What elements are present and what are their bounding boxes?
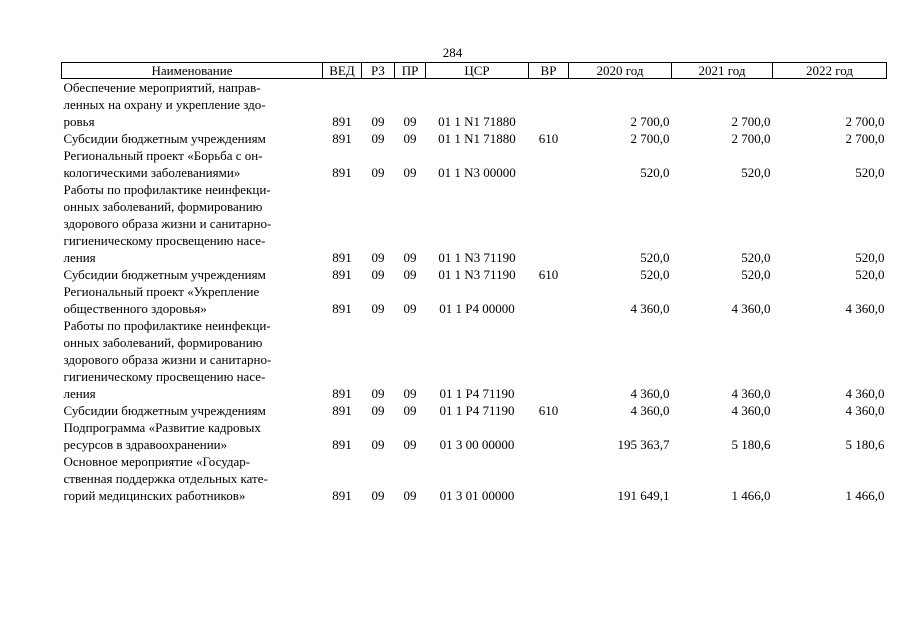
name-line: гигиеническому просвещению насе-: [63, 369, 266, 384]
cell-rz: 09: [371, 386, 385, 401]
name-line: ресурсов в здравоохранении»: [63, 437, 228, 452]
header-name: Наименование: [62, 63, 323, 79]
cell-2021: 520,0: [741, 267, 771, 282]
cell-name: [62, 147, 323, 181]
name-line: Работы по профилактике неинфекци-: [63, 318, 271, 333]
cell-vr: [529, 419, 569, 453]
cell-csr: 01 1 P4 71190: [439, 386, 515, 401]
cell-name: [62, 283, 323, 317]
header-2022: 2022 год: [773, 63, 887, 79]
cell-2020: 4 360,0: [630, 386, 670, 401]
cell-2022: 4 360,0: [845, 301, 885, 316]
cell-pr: 09: [403, 165, 417, 180]
cell-2021: 4 360,0: [731, 403, 771, 418]
cell-2022: 520,0: [855, 165, 885, 180]
cell-rz: 09: [371, 250, 385, 265]
cell-name: [62, 266, 323, 283]
cell-2022: 2 700,0: [845, 131, 885, 146]
cell-vr: [529, 147, 569, 181]
cell-2021: 4 360,0: [731, 386, 771, 401]
cell-csr: 01 1 N1 71880: [438, 114, 516, 129]
cell-rz: 09: [371, 301, 385, 316]
cell-csr: 01 3 00 00000: [439, 437, 515, 452]
cell-2022: 1 466,0: [845, 488, 885, 503]
cell-name: [62, 419, 323, 453]
table-header-row: [62, 63, 887, 79]
cell-csr: 01 1 N3 71190: [438, 267, 516, 282]
table-row: [62, 79, 887, 131]
header-csr: ЦСР: [426, 63, 529, 79]
cell-2022: 5 180,6: [845, 437, 885, 452]
cell-name: [62, 317, 323, 402]
cell-ved: 891: [332, 131, 352, 146]
name-line: здорового образа жизни и санитарно-: [63, 216, 272, 231]
table-row: [62, 130, 887, 147]
name-line: гигиеническому просвещению насе-: [63, 233, 266, 248]
budget-table: [61, 62, 887, 504]
name-line: ственная поддержка отдельных кате-: [63, 471, 268, 486]
header-vr: ВР: [529, 63, 569, 79]
name-line: Подпрограмма «Развитие кадровых: [63, 420, 261, 435]
cell-2021: 4 360,0: [731, 301, 771, 316]
page-number: 284: [442, 45, 463, 60]
table-row: [62, 317, 887, 402]
cell-2020: 195 363,7: [617, 437, 670, 452]
name-line: ления: [63, 250, 96, 265]
table-row: [62, 147, 887, 181]
cell-csr: 01 1 N3 71190: [438, 250, 516, 265]
cell-vr: [529, 317, 569, 402]
table-row: [62, 419, 887, 453]
cell-2022: 4 360,0: [845, 386, 885, 401]
cell-pr: 09: [403, 267, 417, 282]
cell-ved: 891: [332, 114, 352, 129]
cell-rz: 09: [371, 114, 385, 129]
table-row: [62, 402, 887, 419]
cell-vr: [529, 453, 569, 504]
cell-rz: 09: [371, 403, 385, 418]
cell-vr: [529, 79, 569, 131]
cell-ved: 891: [332, 267, 352, 282]
name-line: онных заболеваний, формированию: [63, 199, 263, 214]
cell-2022: 520,0: [855, 267, 885, 282]
cell-pr: 09: [403, 301, 417, 316]
cell-vr: 610: [538, 267, 559, 282]
cell-rz: 09: [371, 131, 385, 146]
header-ved: ВЕД: [323, 63, 362, 79]
cell-csr: 01 1 P4 00000: [439, 301, 515, 316]
cell-vr: 610: [538, 131, 559, 146]
cell-vr: [529, 181, 569, 266]
cell-ved: 891: [332, 488, 352, 503]
cell-pr: 09: [403, 386, 417, 401]
cell-ved: 891: [332, 386, 352, 401]
cell-pr: 09: [403, 131, 417, 146]
name-line: Субсидии бюджетным учреждениям: [63, 403, 266, 418]
cell-pr: 09: [403, 114, 417, 129]
cell-2021: 2 700,0: [731, 131, 771, 146]
name-line: горий медицинских работников»: [63, 488, 246, 503]
cell-2021: 520,0: [741, 165, 771, 180]
cell-2022: 2 700,0: [845, 114, 885, 129]
name-line: онных заболеваний, формированию: [63, 335, 263, 350]
cell-ved: 891: [332, 250, 352, 265]
cell-name: [62, 402, 323, 419]
cell-2021: 2 700,0: [731, 114, 771, 129]
name-line: кологическими заболеваниями»: [63, 165, 241, 180]
cell-name: [62, 130, 323, 147]
header-2020: 2020 год: [569, 63, 672, 79]
name-line: Работы по профилактике неинфекци-: [63, 182, 271, 197]
cell-csr: 01 1 N1 71880: [438, 131, 516, 146]
table-row: [62, 283, 887, 317]
cell-2021: 520,0: [741, 250, 771, 265]
name-line: Обеспечение мероприятий, направ-: [63, 80, 261, 95]
cell-vr: 610: [538, 403, 559, 418]
cell-2021: 5 180,6: [731, 437, 771, 452]
name-line: ления: [63, 386, 96, 401]
name-line: Основное мероприятие «Государ-: [63, 454, 251, 469]
cell-pr: 09: [403, 437, 417, 452]
table-row: [62, 266, 887, 283]
table-body: [62, 79, 887, 505]
cell-2020: 2 700,0: [630, 131, 670, 146]
cell-2022: 520,0: [855, 250, 885, 265]
cell-vr: [529, 283, 569, 317]
cell-ved: 891: [332, 165, 352, 180]
name-line: ровья: [63, 114, 95, 129]
name-line: Региональный проект «Укрепление: [63, 284, 260, 299]
table-row: [62, 453, 887, 504]
cell-pr: 09: [403, 250, 417, 265]
header-pr: ПР: [395, 63, 426, 79]
cell-name: [62, 453, 323, 504]
name-line: общественного здоровья»: [63, 301, 207, 316]
cell-2022: 4 360,0: [845, 403, 885, 418]
cell-name: [62, 181, 323, 266]
cell-rz: 09: [371, 488, 385, 503]
table-row: [62, 181, 887, 266]
cell-2020: 520,0: [640, 250, 670, 265]
cell-ved: 891: [332, 403, 352, 418]
cell-rz: 09: [371, 437, 385, 452]
cell-2020: 520,0: [640, 165, 670, 180]
cell-ved: 891: [332, 301, 352, 316]
cell-pr: 09: [403, 488, 417, 503]
cell-2020: 191 649,1: [617, 488, 670, 503]
cell-rz: 09: [371, 267, 385, 282]
name-line: здорового образа жизни и санитарно-: [63, 352, 272, 367]
cell-2020: 4 360,0: [630, 301, 670, 316]
cell-2020: 2 700,0: [630, 114, 670, 129]
cell-csr: 01 1 N3 00000: [438, 165, 516, 180]
cell-pr: 09: [403, 403, 417, 418]
cell-csr: 01 3 01 00000: [439, 488, 515, 503]
header-2021: 2021 год: [672, 63, 773, 79]
cell-ved: 891: [332, 437, 352, 452]
cell-csr: 01 1 P4 71190: [439, 403, 515, 418]
name-line: ленных на охрану и укрепление здо-: [63, 97, 266, 112]
name-line: Субсидии бюджетным учреждениям: [63, 131, 266, 146]
cell-rz: 09: [371, 165, 385, 180]
cell-name: [62, 79, 323, 131]
name-line: Региональный проект «Борьба с он-: [63, 148, 263, 163]
cell-2020: 520,0: [640, 267, 670, 282]
name-line: Субсидии бюджетным учреждениям: [63, 267, 266, 282]
cell-2021: 1 466,0: [731, 488, 771, 503]
cell-2020: 4 360,0: [630, 403, 670, 418]
header-rz: РЗ: [362, 63, 395, 79]
